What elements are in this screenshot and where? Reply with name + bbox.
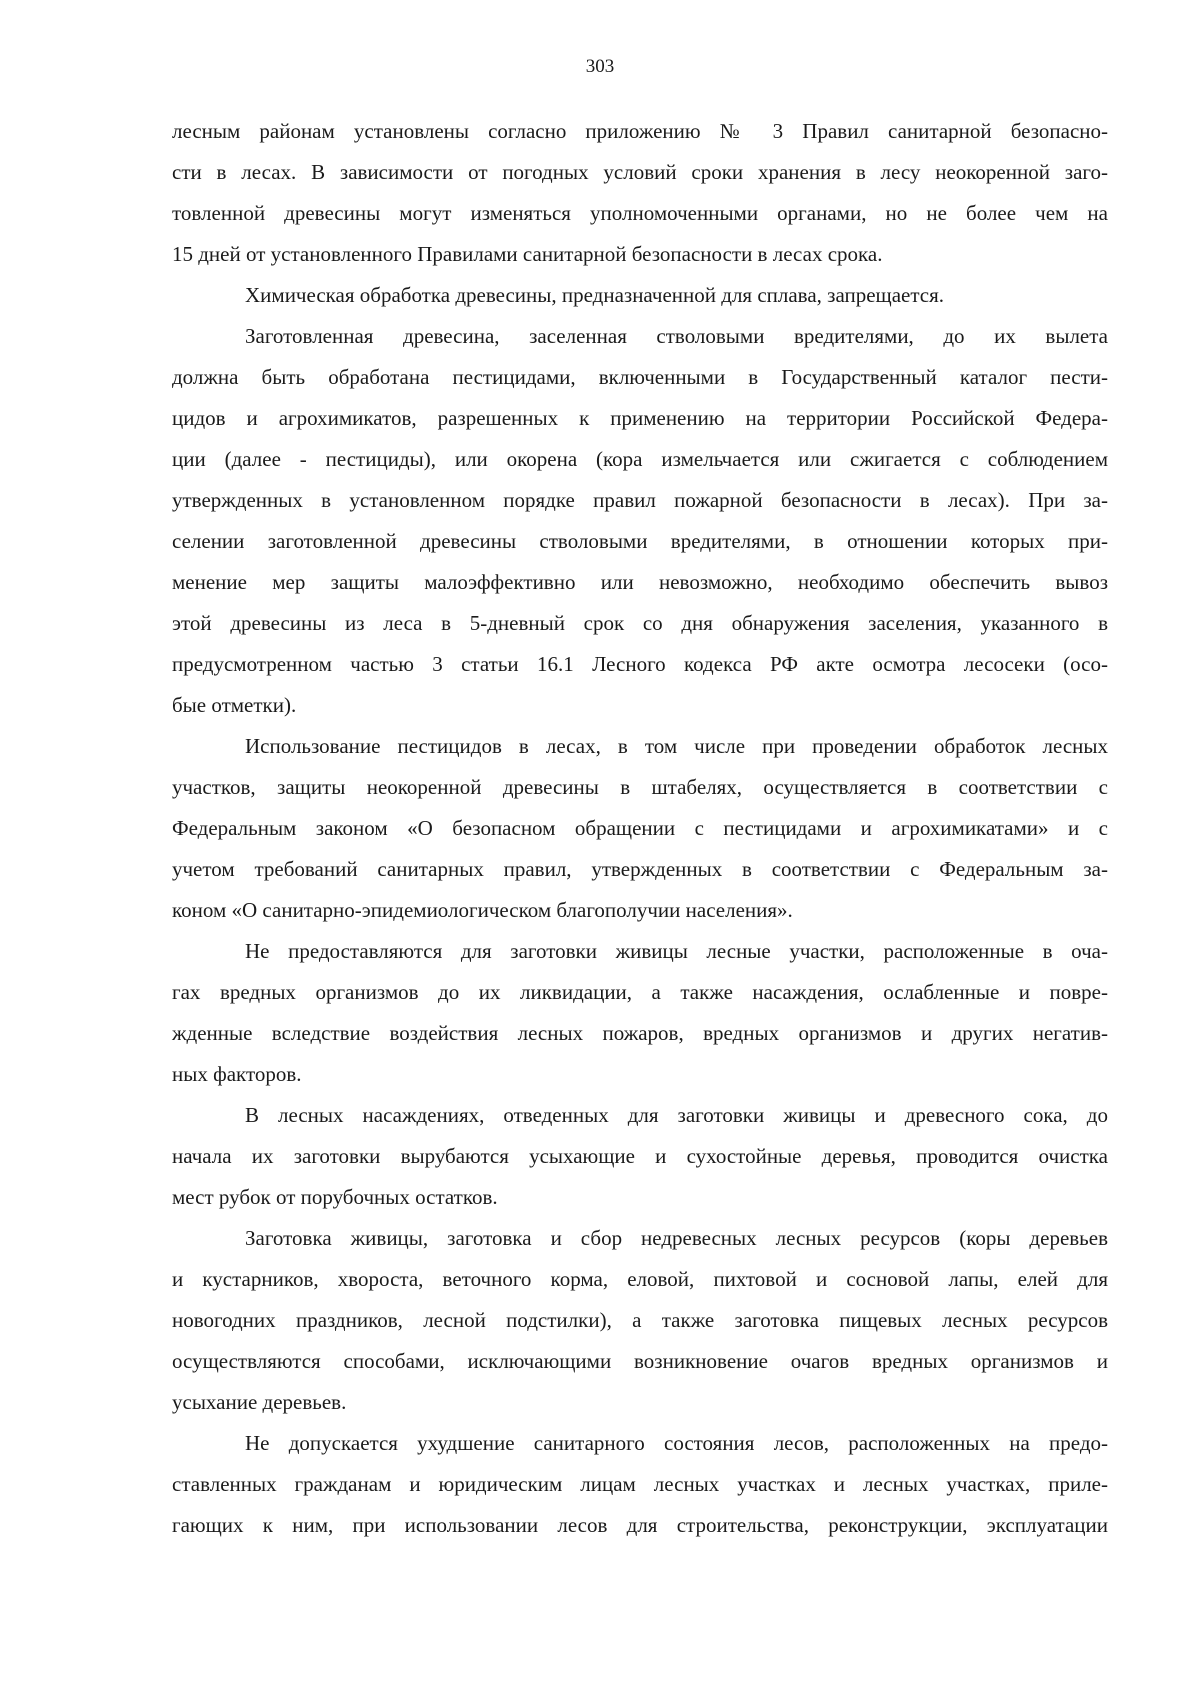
text-line: Использование пестицидов в лесах, в том числе при проведении обработок лесных	[245, 734, 1108, 758]
body-text	[172, 111, 1108, 1546]
text-line: бые отметки).	[172, 693, 297, 717]
text-line: 15 дней от установленного Правилами санитарной безопасности в лесах срока.	[172, 242, 883, 266]
text-line: должна быть обработана пестицидами, включенными в Государственный каталог пести-	[172, 365, 1108, 389]
text-line: жденные вследствие воздействия лесных пожаров, вредных организмов и других негатив-	[172, 1021, 1108, 1045]
text-line: Не допускается ухудшение санитарного состояния лесов, расположенных на предо-	[245, 1431, 1108, 1455]
text-line: ставленных гражданам и юридическим лицам лесных участках и лесных участках, приле-	[172, 1472, 1108, 1496]
text-line: этой древесины из леса в 5-дневный срок со дня обнаружения заселения, указанного в	[172, 611, 1108, 635]
page-number: 303	[585, 56, 615, 77]
text-line: Химическая обработка древесины, предназначенной для сплава, запрещается.	[245, 283, 945, 307]
text-line: лесным районам установлены согласно приложению № 3 Правил санитарной безопасно-	[172, 119, 1108, 143]
text-line: учетом требований санитарных правил, утвержденных в соответствии с Федеральным за-	[172, 857, 1108, 881]
text-line: товленной древесины могут изменяться уполномоченными органами, но не более чем на	[172, 201, 1108, 225]
text-line: начала их заготовки вырубаются усыхающие и сухостойные деревья, проводится очистка	[172, 1144, 1108, 1168]
text-line: Заготовка живицы, заготовка и сбор недревесных лесных ресурсов (коры деревьев	[245, 1226, 1108, 1250]
text-line: участков, защиты неокоренной древесины в штабелях, осуществляется в соответствии с	[172, 775, 1108, 799]
text-line: менение мер защиты малоэффективно или невозможно, необходимо обеспечить вывоз	[172, 570, 1108, 594]
text-line: коном «О санитарно-эпидемиологическом благополучии населения».	[172, 898, 793, 922]
text-line: селении заготовленной древесины стволовыми вредителями, в отношении которых при-	[172, 529, 1108, 553]
text-line: усыхание деревьев.	[172, 1390, 347, 1414]
text-line: предусмотренном частью 3 статьи 16.1 Лесного кодекса РФ акте осмотра лесосеки (осо-	[172, 652, 1108, 676]
text-line: утвержденных в установленном порядке правил пожарной безопасности в лесах). При за-	[172, 488, 1108, 512]
text-line: ных факторов.	[172, 1062, 302, 1086]
text-line: цидов и агрохимикатов, разрешенных к применению на территории Российской Федера-	[172, 406, 1108, 430]
text-line: Заготовленная древесина, заселенная стволовыми вредителями, до их вылета	[245, 324, 1108, 348]
text-line: гах вредных организмов до их ликвидации, а также насаждения, ослабленные и повре-	[172, 980, 1108, 1004]
text-line: осуществляются способами, исключающими возникновение очагов вредных организмов и	[172, 1349, 1108, 1373]
text-line: Федеральным законом «О безопасном обращении с пестицидами и агрохимикатами» и с	[172, 816, 1108, 840]
text-line: ции (далее - пестициды), или окорена (кора измельчается или сжигается с соблюдением	[172, 447, 1108, 471]
text-line: Не предоставляются для заготовки живицы лесные участки, расположенные в оча-	[245, 939, 1108, 963]
text-line: сти в лесах. В зависимости от погодных условий сроки хранения в лесу неокоренной заго-	[172, 160, 1108, 184]
text-line: новогодних праздников, лесной подстилки), а также заготовка пищевых лесных ресурсов	[172, 1308, 1108, 1332]
text-line: В лесных насаждениях, отведенных для заготовки живицы и древесного сока, до	[245, 1103, 1108, 1127]
text-line: гающих к ним, при использовании лесов для строительства, реконструкции, эксплуатации	[172, 1513, 1108, 1537]
text-line: мест рубок от порубочных остатков.	[172, 1185, 498, 1209]
text-line: и кустарников, хвороста, веточного корма, еловой, пихтовой и сосновой лапы, елей для	[172, 1267, 1108, 1291]
